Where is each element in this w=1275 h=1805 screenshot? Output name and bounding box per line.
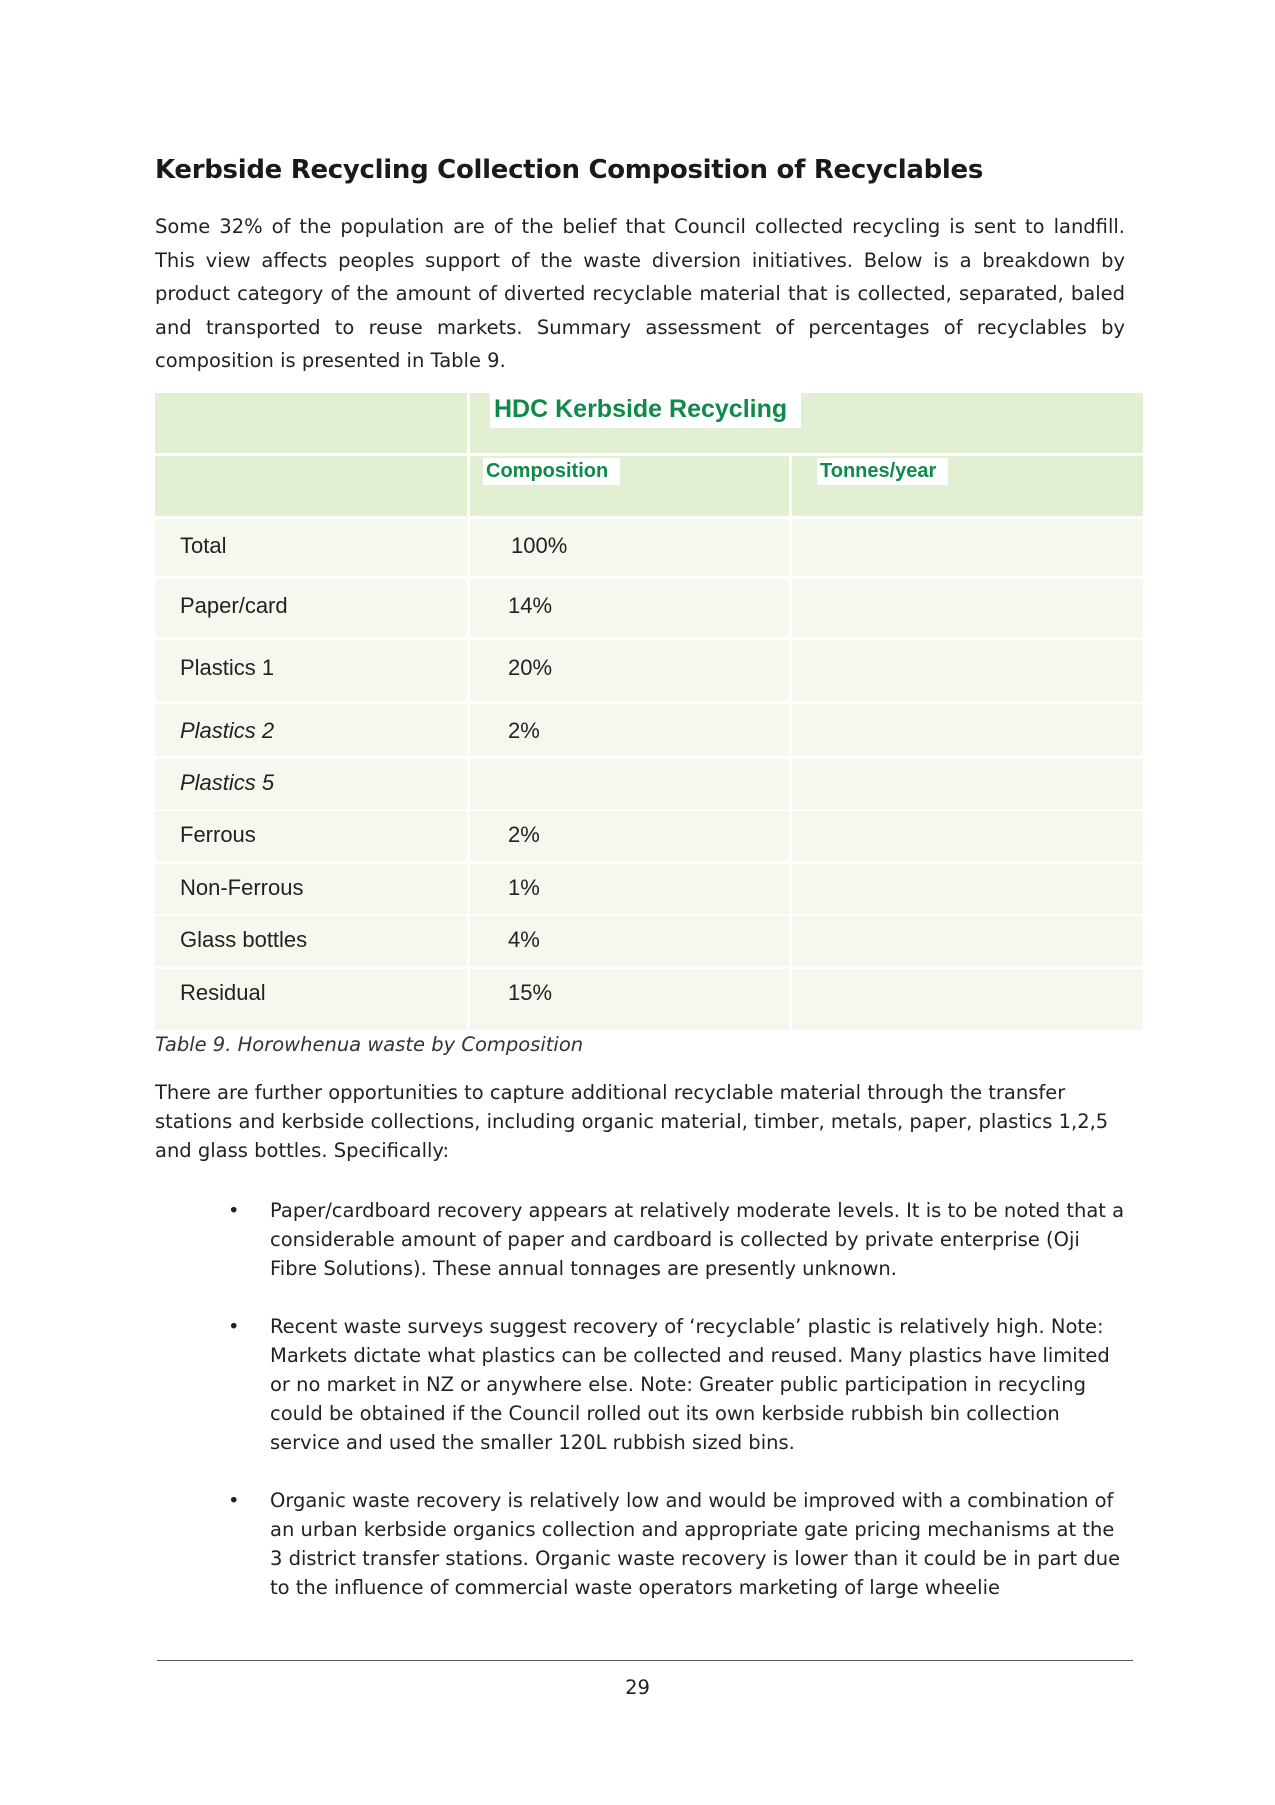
row-label: Paper/card — [180, 593, 288, 618]
row-label: Ferrous — [180, 822, 256, 847]
table-cell — [792, 864, 1143, 914]
table-cell — [792, 519, 1143, 576]
table-cell — [792, 759, 1143, 809]
row-composition-value: 100% — [511, 533, 568, 558]
table-header-cell — [155, 456, 467, 516]
row-label: Plastics 2 — [180, 718, 275, 743]
table-cell — [792, 916, 1143, 966]
section-heading: Kerbside Recycling Collection Composition of Recyclables — [155, 155, 984, 185]
row-label: Residual — [180, 980, 266, 1005]
bullet-text: Recent waste surveys suggest recovery of ‘recyclable’ plastic is relatively high. Note: Markets dictate what plastics can be collected and reused. Many plastics have limited or no market in NZ or anywhere else. Note: Greater public participation in recycling could be obtained if the Council rolled out its own kerbside rubbish bin collection service and used the smaller 120L rubbish sized bins. — [270, 1315, 1110, 1454]
row-composition-value: 20% — [508, 655, 553, 680]
opportunities-paragraph: There are further opportunities to capture additional recyclable material through the transfer stations and kerbside collections, including organic material, timber, metals, paper, plastics 1,2,5 and glass bottles. Specifically: — [155, 1081, 1109, 1162]
bullet-icon: • — [228, 1315, 240, 1338]
bullet-text: Paper/cardboard recovery appears at relatively moderate levels. It is to be noted that a considerable amount of paper and cardboard is collected by private enterprise (Oji Fibre Solutions). These annual tonnages are presently unknown. — [270, 1199, 1125, 1280]
row-label: Plastics 1 — [180, 655, 275, 680]
row-composition-value: 2% — [508, 718, 540, 743]
composition-table — [155, 393, 1143, 1030]
bullet-icon: • — [228, 1199, 240, 1222]
bullet-text: Organic waste recovery is relatively low and would be improved with a combination of an urban kerbside organics collection and appropriate gate pricing mechanisms at the 3 district transfer stations. Organic waste recovery is lower than it could be in part due to the influence of commercial waste operators marketing of large wheelie — [270, 1489, 1121, 1599]
bullet-icon: • — [228, 1489, 240, 1512]
table-cell — [792, 579, 1143, 637]
composition-column-header: Composition — [483, 458, 620, 485]
table-title: HDC Kerbside Recycling — [490, 393, 801, 428]
tonnes-column-header: Tonnes/year — [817, 458, 948, 485]
list-item — [155, 1196, 1125, 1283]
row-composition-value: 4% — [508, 927, 540, 952]
table-cell — [792, 811, 1143, 861]
page-number: 29 — [625, 1676, 650, 1699]
footer-divider — [157, 1660, 1133, 1661]
row-composition-value: 1% — [508, 875, 540, 900]
row-label: Total — [180, 533, 227, 558]
row-composition-value: 14% — [508, 593, 553, 618]
table-header-cell — [155, 393, 467, 453]
table-cell — [792, 640, 1143, 701]
row-label: Plastics 5 — [180, 770, 275, 795]
table-cell — [470, 759, 789, 809]
row-composition-value: 2% — [508, 822, 540, 847]
table-cell — [792, 969, 1143, 1030]
table-cell — [792, 704, 1143, 756]
row-label: Glass bottles — [180, 927, 308, 952]
row-label: Non-Ferrous — [180, 875, 304, 900]
row-composition-value: 15% — [508, 980, 553, 1005]
bullet-list — [155, 1196, 1125, 1631]
list-item — [155, 1312, 1125, 1457]
list-item — [155, 1486, 1125, 1602]
intro-paragraph: Some 32% of the population are of the belief that Council collected recycling is sent to landfill. This view affects peoples support of the waste diversion initiatives. Below is a breakdown by product category of the amount of diverted recyclable material that is collected, separated, baled and transported to reuse markets. Summary assessment of percentages of recyclables by composition is presented in Table 9. — [155, 215, 1125, 372]
table-caption: Table 9. Horowhenua waste by Composition — [155, 1033, 584, 1056]
